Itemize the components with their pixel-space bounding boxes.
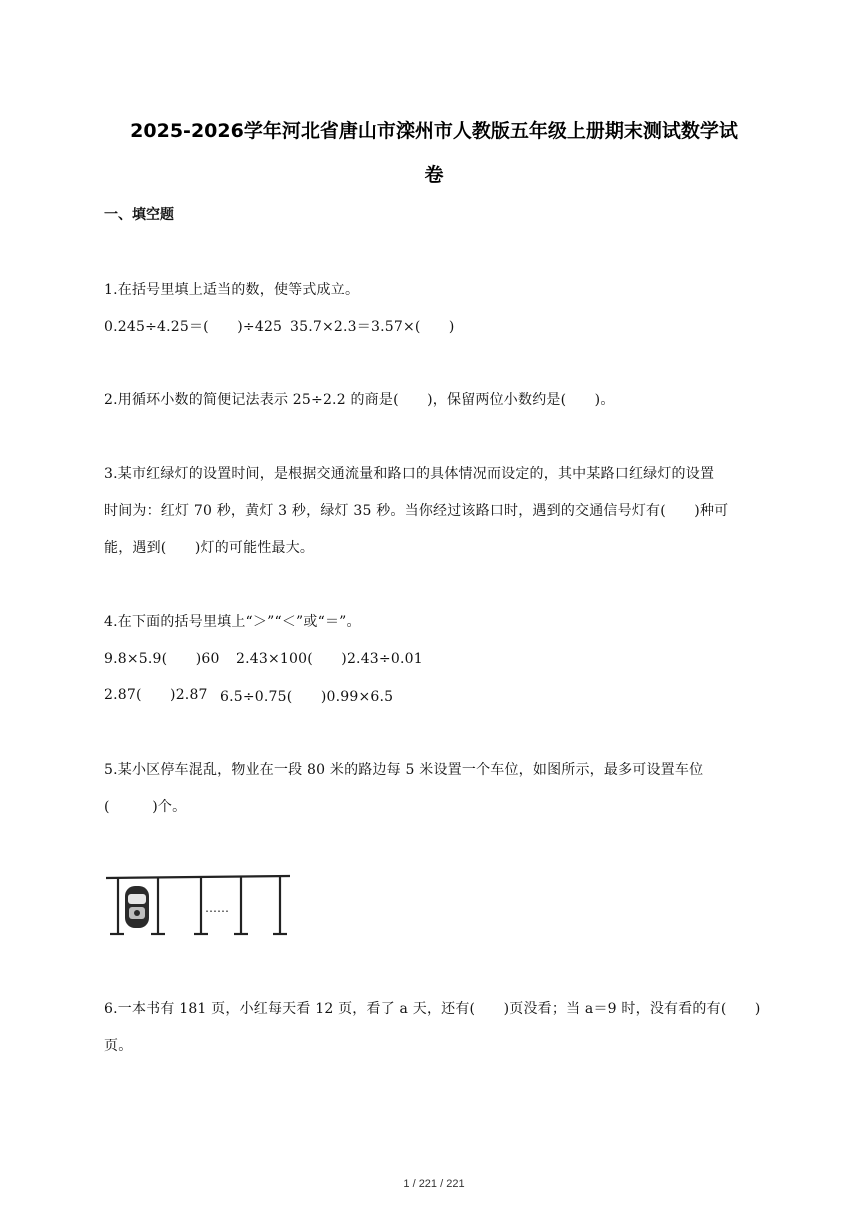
page-number: 1 / 221 / 221 [403, 1178, 465, 1190]
document-title-line2: 卷 [424, 164, 444, 186]
question-4-item-a: 9.8×5.9( )60 [104, 651, 220, 667]
question-3-line1: 3.某市红绿灯的设置时间，是根据交通流量和路口的具体情况而设定的，其中某路口红绿灯的设置 [104, 466, 715, 482]
question-1-equation-b: 35.7×2.3＝3.57×( ) [290, 319, 455, 335]
question-4-item-b: 2.43×100( )2.43÷0.01 [236, 651, 423, 667]
question-4-stem: 4.在下面的括号里填上“＞”“＜”或“＝”。 [104, 614, 361, 630]
question-1-equation-a: 0.245÷4.25＝( )÷425 [104, 319, 283, 335]
question-5-line1: 5.某小区停车混乱，物业在一段 80 米的路边每 5 米设置一个车位，如图所示，最多可设置车位 [104, 762, 704, 778]
roof-line [106, 876, 290, 878]
question-5-line2: ( )个。 [104, 799, 187, 815]
question-6-line2: 页。 [104, 1038, 133, 1054]
document-title-line1: 2025-2026学年河北省唐山市滦州市人教版五年级上册期末测试数学试 [130, 120, 738, 142]
question-4-item-d: 6.5÷0.75( )0.99×6.5 [220, 689, 394, 705]
question-1-stem: 1.在括号里填上适当的数，使等式成立。 [104, 282, 360, 298]
question-2-stem: 2.用循环小数的简便记法表示 25÷2.2 的商是( )，保留两位小数约是( )。 [104, 392, 615, 408]
ellipsis-dots: …… [205, 901, 229, 915]
car-icon [125, 886, 149, 928]
question-4-item-c: 2.87( )2.87 [104, 687, 208, 703]
question-6-line1: 6.一本书有 181 页，小红每天看 12 页，看了 a 天，还有( )页没看；当 a＝9 时，没有看的有( ) [104, 1001, 761, 1017]
parking-spaces-figure [104, 872, 294, 940]
question-3-line3: 能，遇到( )灯的可能性最大。 [104, 540, 315, 556]
section-heading-fill-blanks: 一、填空题 [104, 207, 174, 223]
question-3-line2: 时间为：红灯 70 秒，黄灯 3 秒，绿灯 35 秒。当你经过该路口时，遇到的交通信号灯有( )种可 [104, 503, 729, 519]
